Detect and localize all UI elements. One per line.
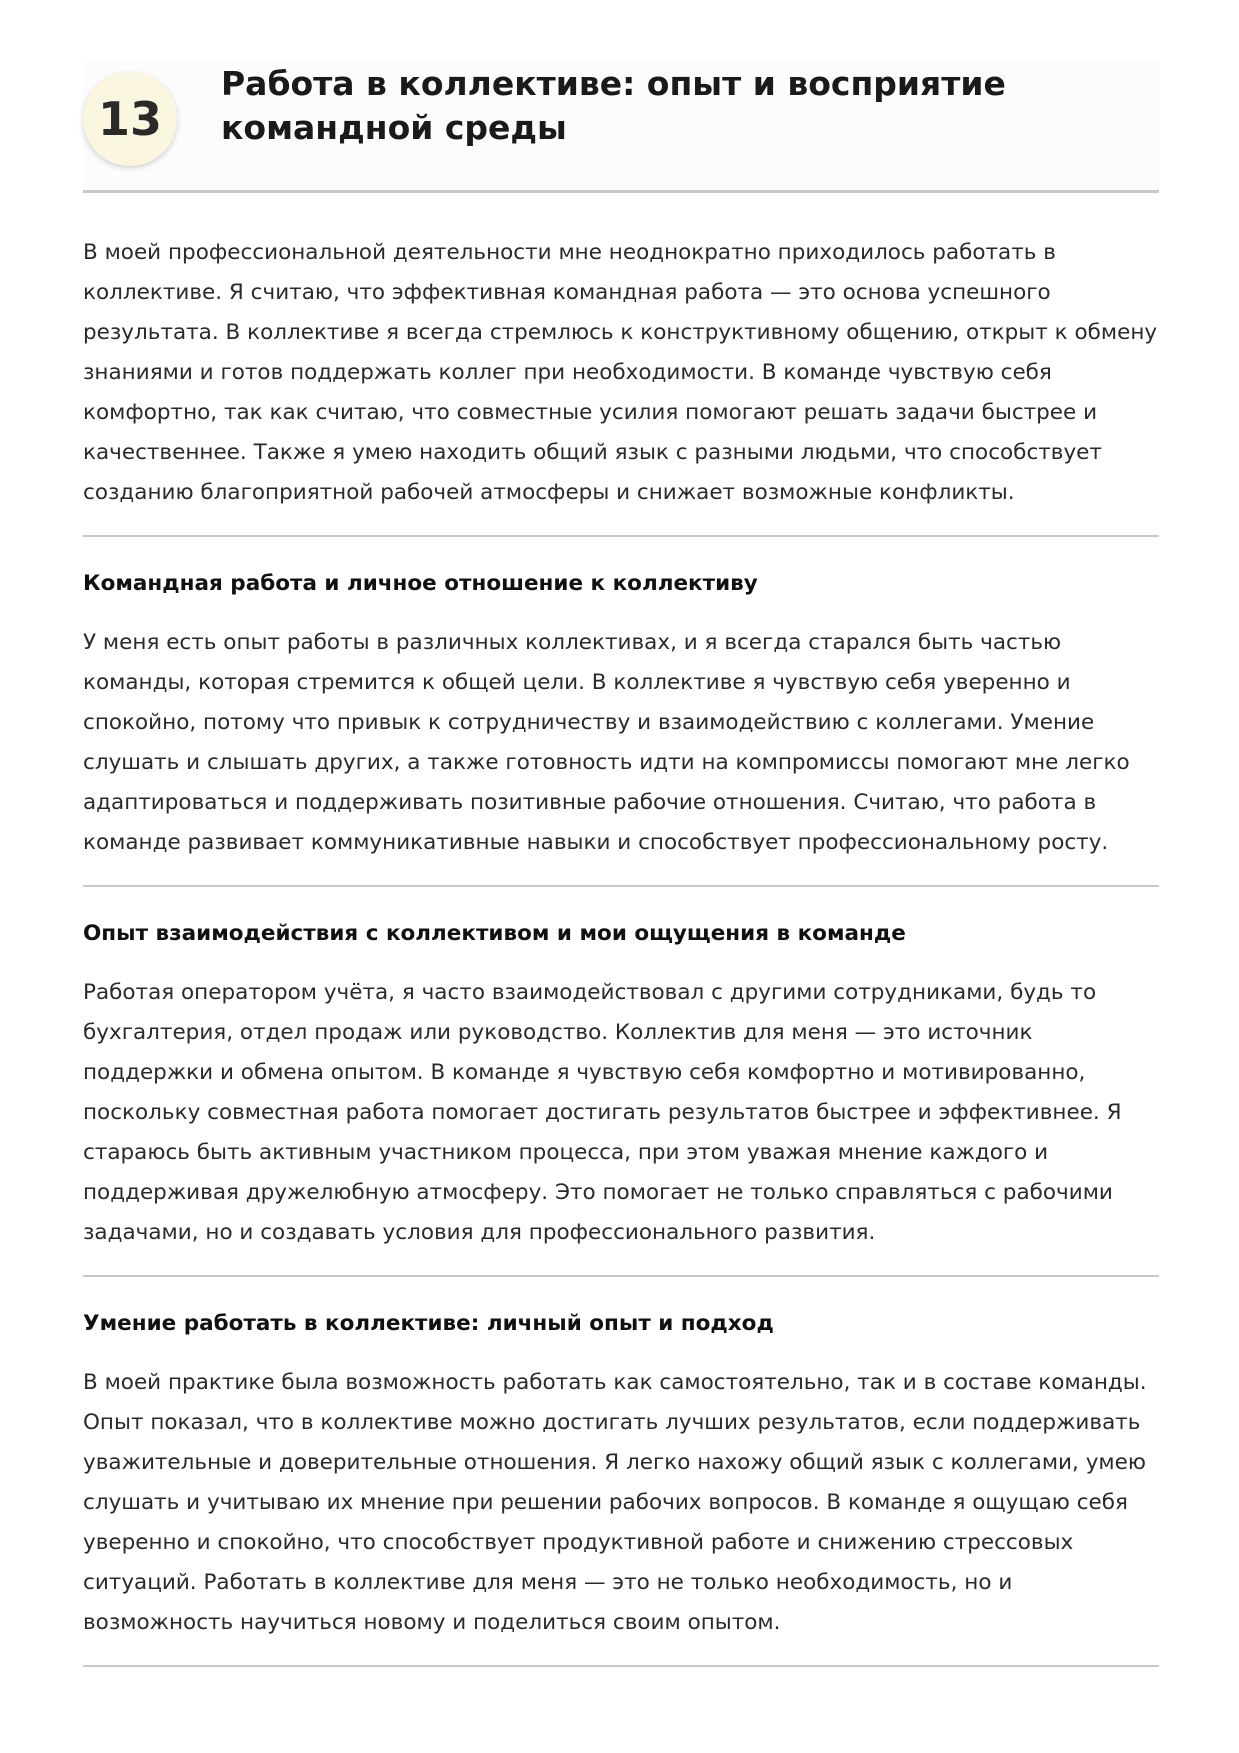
divider xyxy=(83,535,1159,537)
divider xyxy=(83,1275,1159,1277)
section-heading-teamwork: Командная работа и личное отношение к коллективу xyxy=(83,571,758,596)
section-text-skills: В моей практике была возможность работать как самостоятельно, так и в составе команды. Опыт показал, что в коллективе можно достигать лучших результатов, если поддерживать уважительные и доверительные отношения. Я легко нахожу общий язык с коллегами, умею слушать и учитываю их мнение при решении рабочих вопросов. В команде я ощущаю себя уверенно и спокойно, что способствует продуктивной работе и снижению стрессовых ситуаций. Работать в коллективе для меня — это не только необходимость, но и возможность научиться новому и поделиться своим опытом. xyxy=(83,1370,1147,1635)
section-number-badge: 13 xyxy=(83,72,177,166)
section-text-teamwork: У меня есть опыт работы в различных коллективах, и я всегда старался быть частью команды, которая стремится к общей цели. В коллективе я чувствую себя уверенно и спокойно, потому что привык к сотрудничеству и взаимодействию с коллегами. Умение слушать и слышать других, а также готовность идти на компромиссы помогают мне легко адаптироваться и поддерживать позитивные рабочие отношения. Считаю, что работа в команде развивает коммуникативные навыки и способствует профессиональному росту. xyxy=(83,630,1130,855)
section-text-interaction: Работая оператором учёта, я часто взаимодействовал с другими сотрудниками, будь то бухгалтерия, отдел продаж или руководство. Коллектив для меня — это источник поддержки и обмена опытом. В команде я чувствую себя комфортно и мотивированно, поскольку совместная работа помогает достигать результатов быстрее и эффективнее. Я стараюсь быть активным участником процесса, при этом уважая мнение каждого и поддерживая дружелюбную атмосферу. Это помогает не только справляться с рабочими задачами, но и создавать условия для профессионального развития. xyxy=(83,980,1122,1245)
divider xyxy=(83,1665,1159,1667)
document-page xyxy=(83,60,1159,1667)
intro-paragraph: В моей профессиональной деятельности мне неоднократно приходилось работать в коллективе. Я считаю, что эффективная командная работа — это основа успешного результата. В коллективе я всегда стремлюсь к конструктивному общению, открыт к обмену знаниями и готов поддержать коллег при необходимости. В команде чувствую себя комфортно, так как считаю, что совместные усилия помогают решать задачи быстрее и качественнее. Также я умею находить общий язык с разными людьми, что способствует созданию благоприятной рабочей атмосферы и снижает возможные конфликты. xyxy=(83,240,1158,505)
section-heading-skills: Умение работать в коллективе: личный опыт и подход xyxy=(83,1311,774,1336)
page-title: Работа в коллективе: опыт и восприятие командной среды xyxy=(221,64,1006,147)
section-header xyxy=(83,60,1159,193)
divider xyxy=(83,885,1159,887)
section-heading-interaction: Опыт взаимодействия с коллективом и мои ощущения в команде xyxy=(83,921,906,946)
